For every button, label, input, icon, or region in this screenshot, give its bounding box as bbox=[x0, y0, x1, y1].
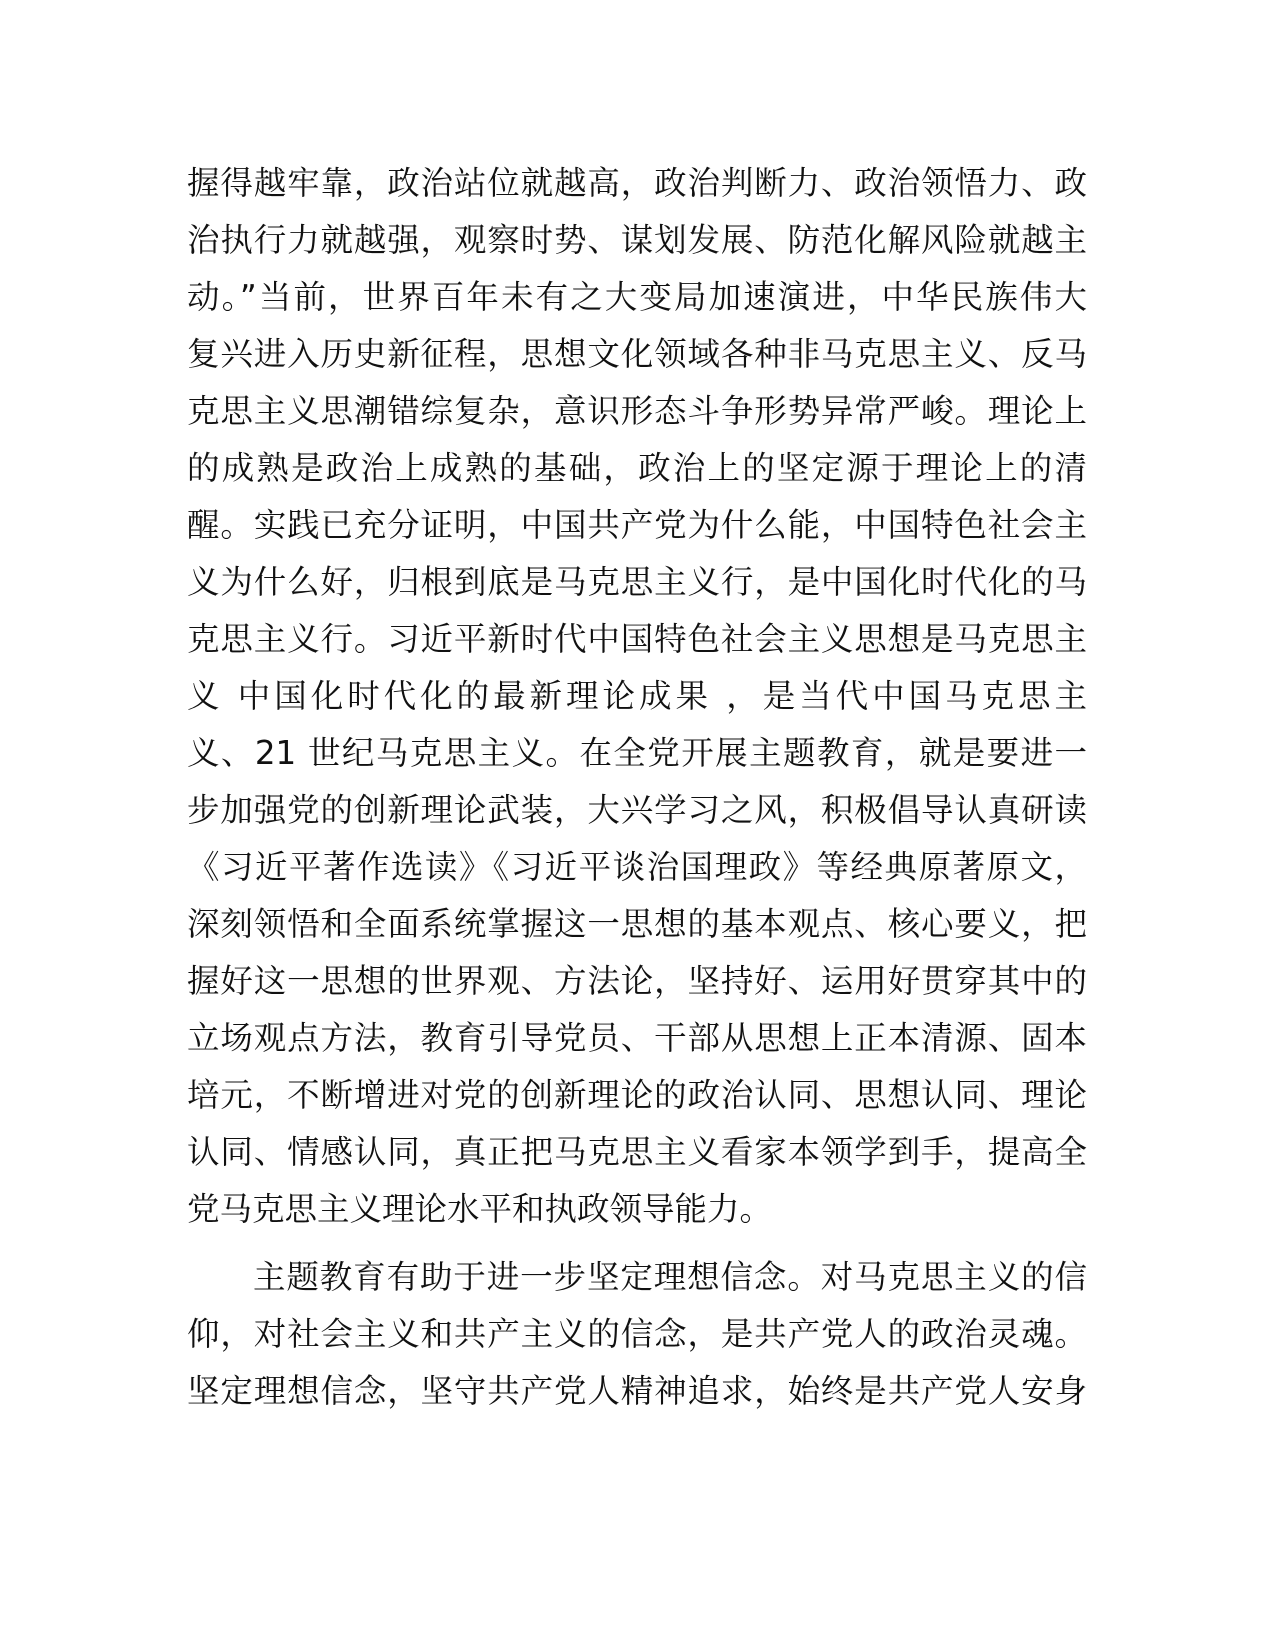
text-line: 深刻领悟和全面系统掌握这一思想的基本观点、核心要义，把 bbox=[187, 905, 1087, 943]
text-line: 仰，对社会主义和共产主义的信念，是共产党人的政治灵魂。 bbox=[187, 1315, 1087, 1353]
text-line: 握好这一思想的世界观、方法论，坚持好、运用好贯穿其中的 bbox=[187, 962, 1087, 1000]
paragraph-spacer bbox=[187, 1238, 1087, 1249]
text-line: 动。”当前，世界百年未有之大变局加速演进，中华民族伟大 bbox=[187, 278, 1087, 316]
text-line: 《习近平著作选读》《习近平谈治国理政》等经典原著原文， bbox=[187, 848, 1087, 886]
paragraph-2 bbox=[187, 1249, 1087, 1420]
paragraph-1 bbox=[187, 155, 1087, 1238]
text-line: 认同、情感认同，真正把马克思主义看家本领学到手，提高全 bbox=[187, 1133, 1087, 1171]
text-line: 的成熟是政治上成熟的基础，政治上的坚定源于理论上的清 bbox=[187, 449, 1087, 487]
text-line: 义 中国化时代化的最新理论成果 ，是当代中国马克思主 bbox=[187, 677, 1087, 715]
text-line: 步加强党的创新理论武装，大兴学习之风，积极倡导认真研读 bbox=[187, 791, 1087, 829]
text-line: 握得越牢靠，政治站位就越高，政治判断力、政治领悟力、政 bbox=[187, 164, 1087, 202]
text-line: 醒。实践已充分证明，中国共产党为什么能，中国特色社会主 bbox=[187, 506, 1087, 544]
text-line: 立场观点方法，教育引导党员、干部从思想上正本清源、固本 bbox=[187, 1019, 1087, 1057]
body-text bbox=[187, 155, 1087, 1420]
text-line: 克思主义行。习近平新时代中国特色社会主义思想是马克思主 bbox=[187, 620, 1087, 658]
text-line: 克思主义思潮错综复杂，意识形态斗争形势异常严峻。理论上 bbox=[187, 392, 1087, 430]
text-line: 党马克思主义理论水平和执政领导能力。 bbox=[187, 1190, 773, 1228]
text-line: 复兴进入历史新征程，思想文化领域各种非马克思主义、反马 bbox=[187, 335, 1087, 373]
text-line: 义为什么好，归根到底是马克思主义行，是中国化时代化的马 bbox=[187, 563, 1087, 601]
text-line: 培元，不断增进对党的创新理论的政治认同、思想认同、理论 bbox=[187, 1076, 1087, 1114]
text-line: 治执行力就越强，观察时势、谋划发展、防范化解风险就越主 bbox=[187, 221, 1087, 259]
text-line: 坚定理想信念，坚守共产党人精神追求，始终是共产党人安身 bbox=[187, 1372, 1087, 1410]
text-line: 义、21 世纪马克思主义。在全党开展主题教育，就是要进一 bbox=[187, 734, 1087, 772]
text-line: 主题教育有助于进一步坚定理想信念。对马克思主义的信 bbox=[253, 1258, 1087, 1296]
